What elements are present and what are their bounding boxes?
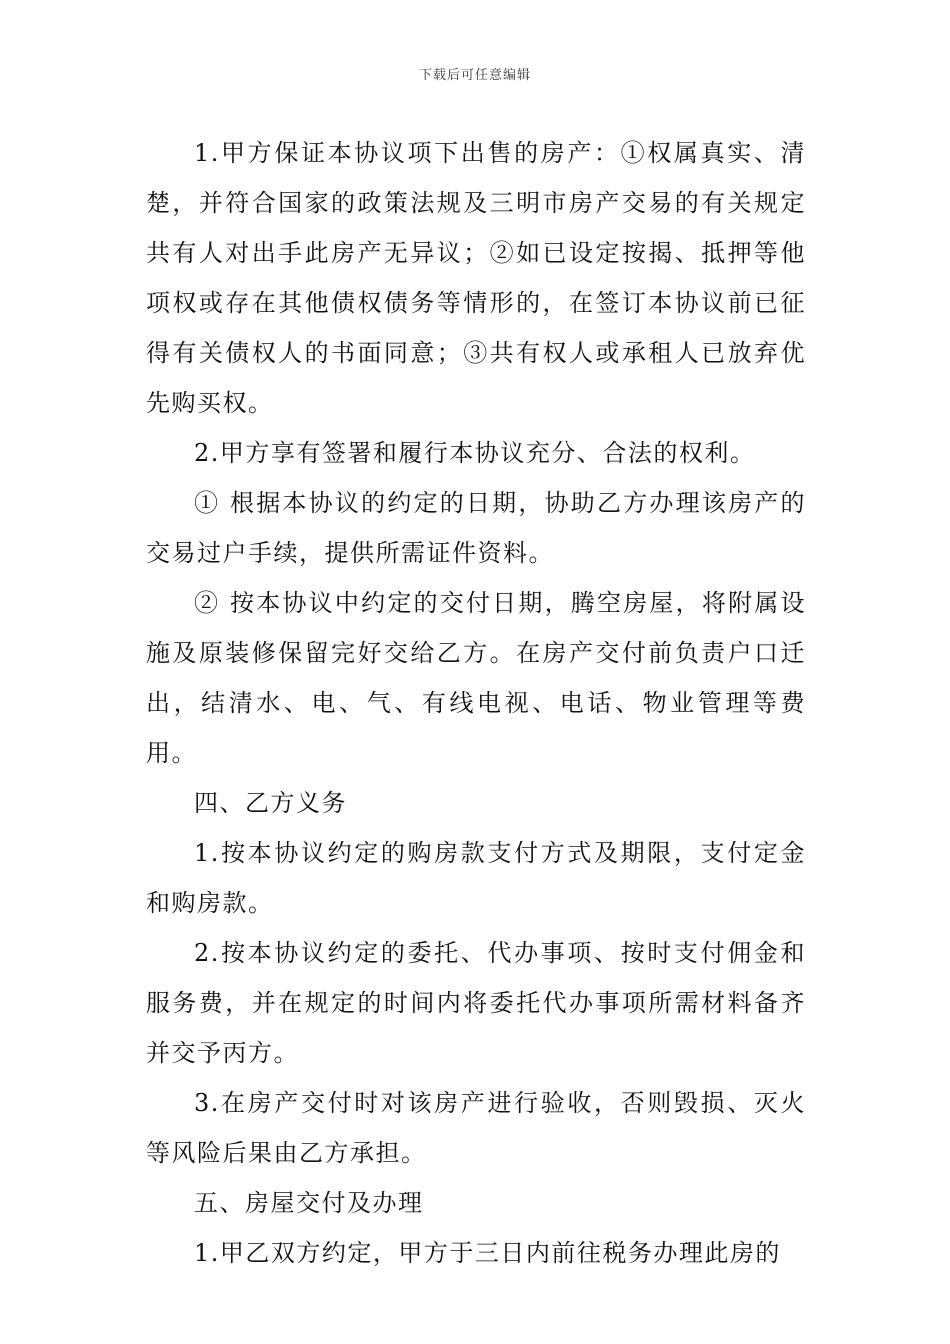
clause-delivery-tax: 1.甲乙双方约定，甲方于三日内前往税务办理此房的 [194, 1239, 781, 1267]
page-header-note: 下载后可任意编辑 [418, 68, 531, 83]
clause-seller-assist-transfer: ① 根据本协议的约定的日期，协助乙方办理该房产的交易过户手续，提供所需证件资料。 [146, 489, 806, 567]
section-heading-delivery: 五、房屋交付及办理 [194, 1189, 424, 1217]
clause-seller-rights: 2.甲方享有签署和履行本协议充分、合法的权利。 [194, 439, 756, 467]
clause-seller-guarantee: 1.甲方保证本协议项下出售的房产：①权属真实、清楚，并符合国家的政策法规及三明市房产交易的有关规定共有人对出手此房产无异议；②如已设定按揭、抵押等他项权或存在其他债权债务等情形的，在签订本协议前已征得有关债权人的书面同意；③共有权人或承租人已放弃优先购买权。 [146, 139, 806, 417]
section-heading-buyer-obligations: 四、乙方义务 [194, 789, 347, 817]
clause-buyer-inspection: 3.在房产交付时对该房产进行验收，否则毁损、灭火等风险后果由乙方承担。 [146, 1089, 806, 1167]
clause-buyer-commission: 2.按本协议约定的委托、代办事项、按时支付佣金和服务费，并在规定的时间内将委托代办事项所需材料备齐并交予丙方。 [146, 939, 806, 1067]
clause-seller-vacate: ② 按本协议中约定的交付日期，腾空房屋，将附属设施及原装修保留完好交给乙方。在房产交付前负责户口迁出，结清水、电、气、有线电视、电话、物业管理等费用。 [146, 589, 806, 767]
clause-buyer-payment: 1.按本协议约定的购房款支付方式及期限，支付定金和购房款。 [146, 839, 806, 917]
document-body [146, 128, 806, 1278]
